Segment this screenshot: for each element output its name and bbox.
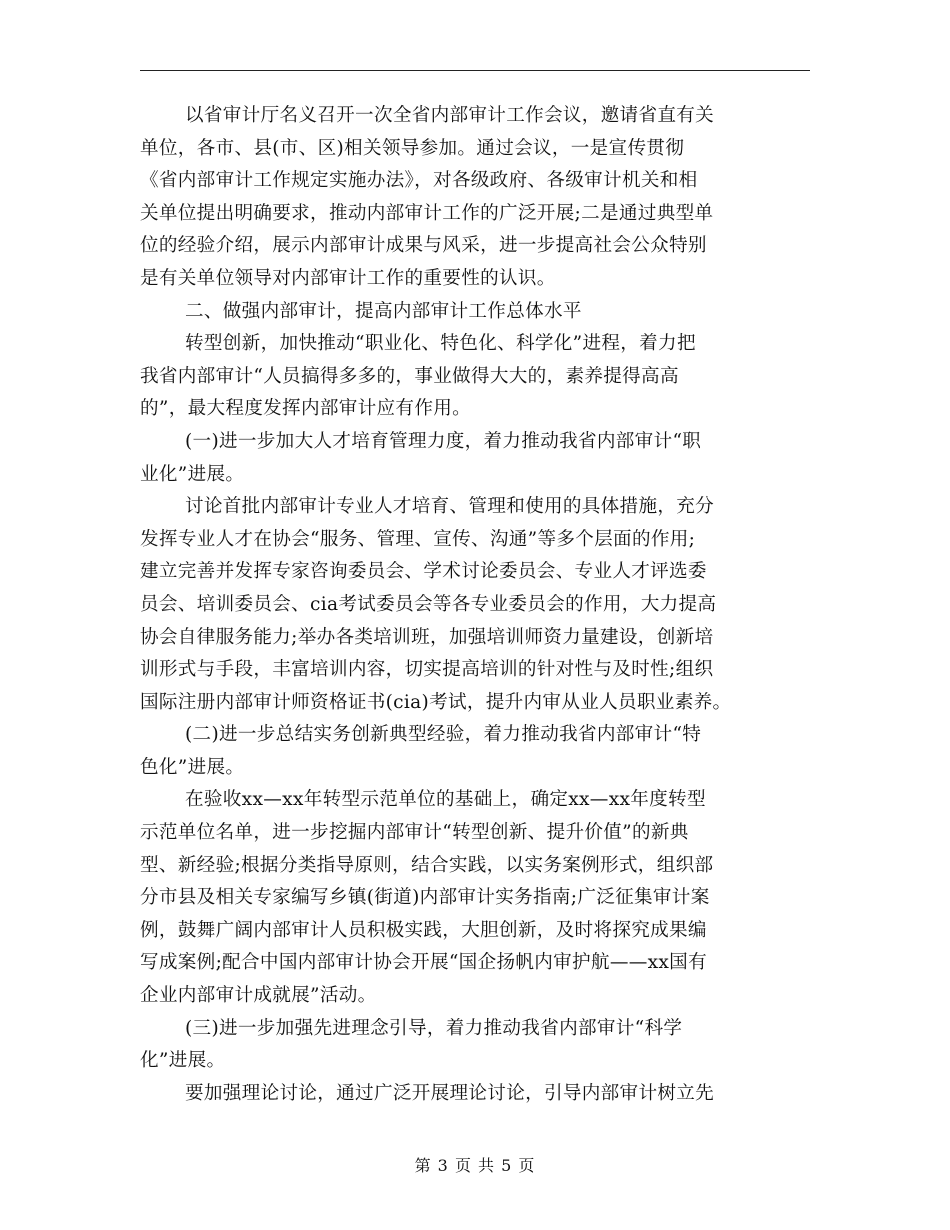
text-line: 《省内部审计工作规定实施办法》，对各级政府、各级审计机关和相 <box>140 170 698 192</box>
text-line: (二)进一步总结实务创新典型经验，着力推动我省内部审计“特 <box>185 724 702 746</box>
text-line: 的”，最大程度发挥内部审计应有作用。 <box>140 398 471 420</box>
page-footer: 第 3 页 共 5 页 <box>414 1156 536 1175</box>
text-line: 例，鼓舞广阔内部审计人员积极实践，大胆创新，及时将探究成果编 <box>140 919 707 941</box>
text-line: 协会自律服务能力;举办各类培训班，加强培训师资力量建设，创新培 <box>140 626 714 648</box>
text-line: (三)进一步加强先进理念引导，着力推动我省内部审计“科学 <box>185 1017 683 1039</box>
text-line: 型、新经验;根据分类指导原则，结合实践，以实务案例形式，组织部 <box>140 854 714 876</box>
text-line: 单位，各市、县(市、区)相关领导参加。通过会议，一是宣传贯彻 <box>140 137 685 159</box>
text-line: 写成案例;配合中国内部审计协会开展“国企扬帆内审护航——xx国有 <box>140 952 707 974</box>
text-line: 训形式与手段，丰富培训内容，切实提高培训的针对性与及时性;组织 <box>140 659 714 681</box>
text-line: 在验收xx—xx年转型示范单位的基础上，确定xx—xx年度转型 <box>185 789 706 811</box>
text-line: 讨论首批内部审计专业人才培育、管理和使用的具体措施，充分 <box>185 496 715 518</box>
text-line: 关单位提出明确要求，推动内部审计工作的广泛开展;二是通过典型单 <box>140 202 714 224</box>
text-line: 业化”进展。 <box>140 463 245 485</box>
text-line: 要加强理论讨论，通过广泛开展理论讨论，引导内部审计树立先 <box>185 1082 715 1104</box>
document-body <box>140 100 810 1110</box>
text-line: 化”进展。 <box>140 1050 226 1072</box>
text-line: 我省内部审计“人员搞得多多的，事业做得大大的，素养提得高高 <box>140 365 679 387</box>
text-line: 以省审计厅名义召开一次全省内部审计工作会议，邀请省直有关 <box>185 105 715 126</box>
text-line: 建立完善并发挥专家咨询委员会、学术讨论委员会、专业人才评选委 <box>140 561 707 583</box>
header-rule <box>140 70 810 71</box>
text-line: 转型创新，加快推动“职业化、特色化、科学化”进程，着力把 <box>185 333 696 355</box>
text-line: 国际注册内部审计师资格证书(cia)考试，提升内审从业人员职业素养。 <box>140 691 732 713</box>
text-line: 是有关单位领导对内部审计工作的重要性的认识。 <box>140 267 556 289</box>
text-line: 员会、培训委员会、cia考试委员会等各专业委员会的作用，大力提高 <box>140 593 717 615</box>
text-line: 色化”进展。 <box>140 756 245 778</box>
text-line: 发挥专业人才在协会“服务、管理、宣传、沟通”等多个层面的作用; <box>140 528 696 550</box>
text-line: 企业内部审计成就展”活动。 <box>140 985 377 1007</box>
text-line: 位的经验介绍，展示内部审计成果与风采，进一步提高社会公众特别 <box>140 235 707 257</box>
text-line: 示范单位名单，进一步挖掘内部审计“转型创新、提升价值”的新典 <box>140 822 689 844</box>
text-line: 分市县及相关专家编写乡镇(街道)内部审计实务指南;广泛征集审计案 <box>140 887 710 909</box>
text-line: (一)进一步加大人才培育管理力度，着力推动我省内部审计“职 <box>185 430 702 452</box>
text-line: 二、做强内部审计，提高内部审计工作总体水平 <box>185 300 582 322</box>
